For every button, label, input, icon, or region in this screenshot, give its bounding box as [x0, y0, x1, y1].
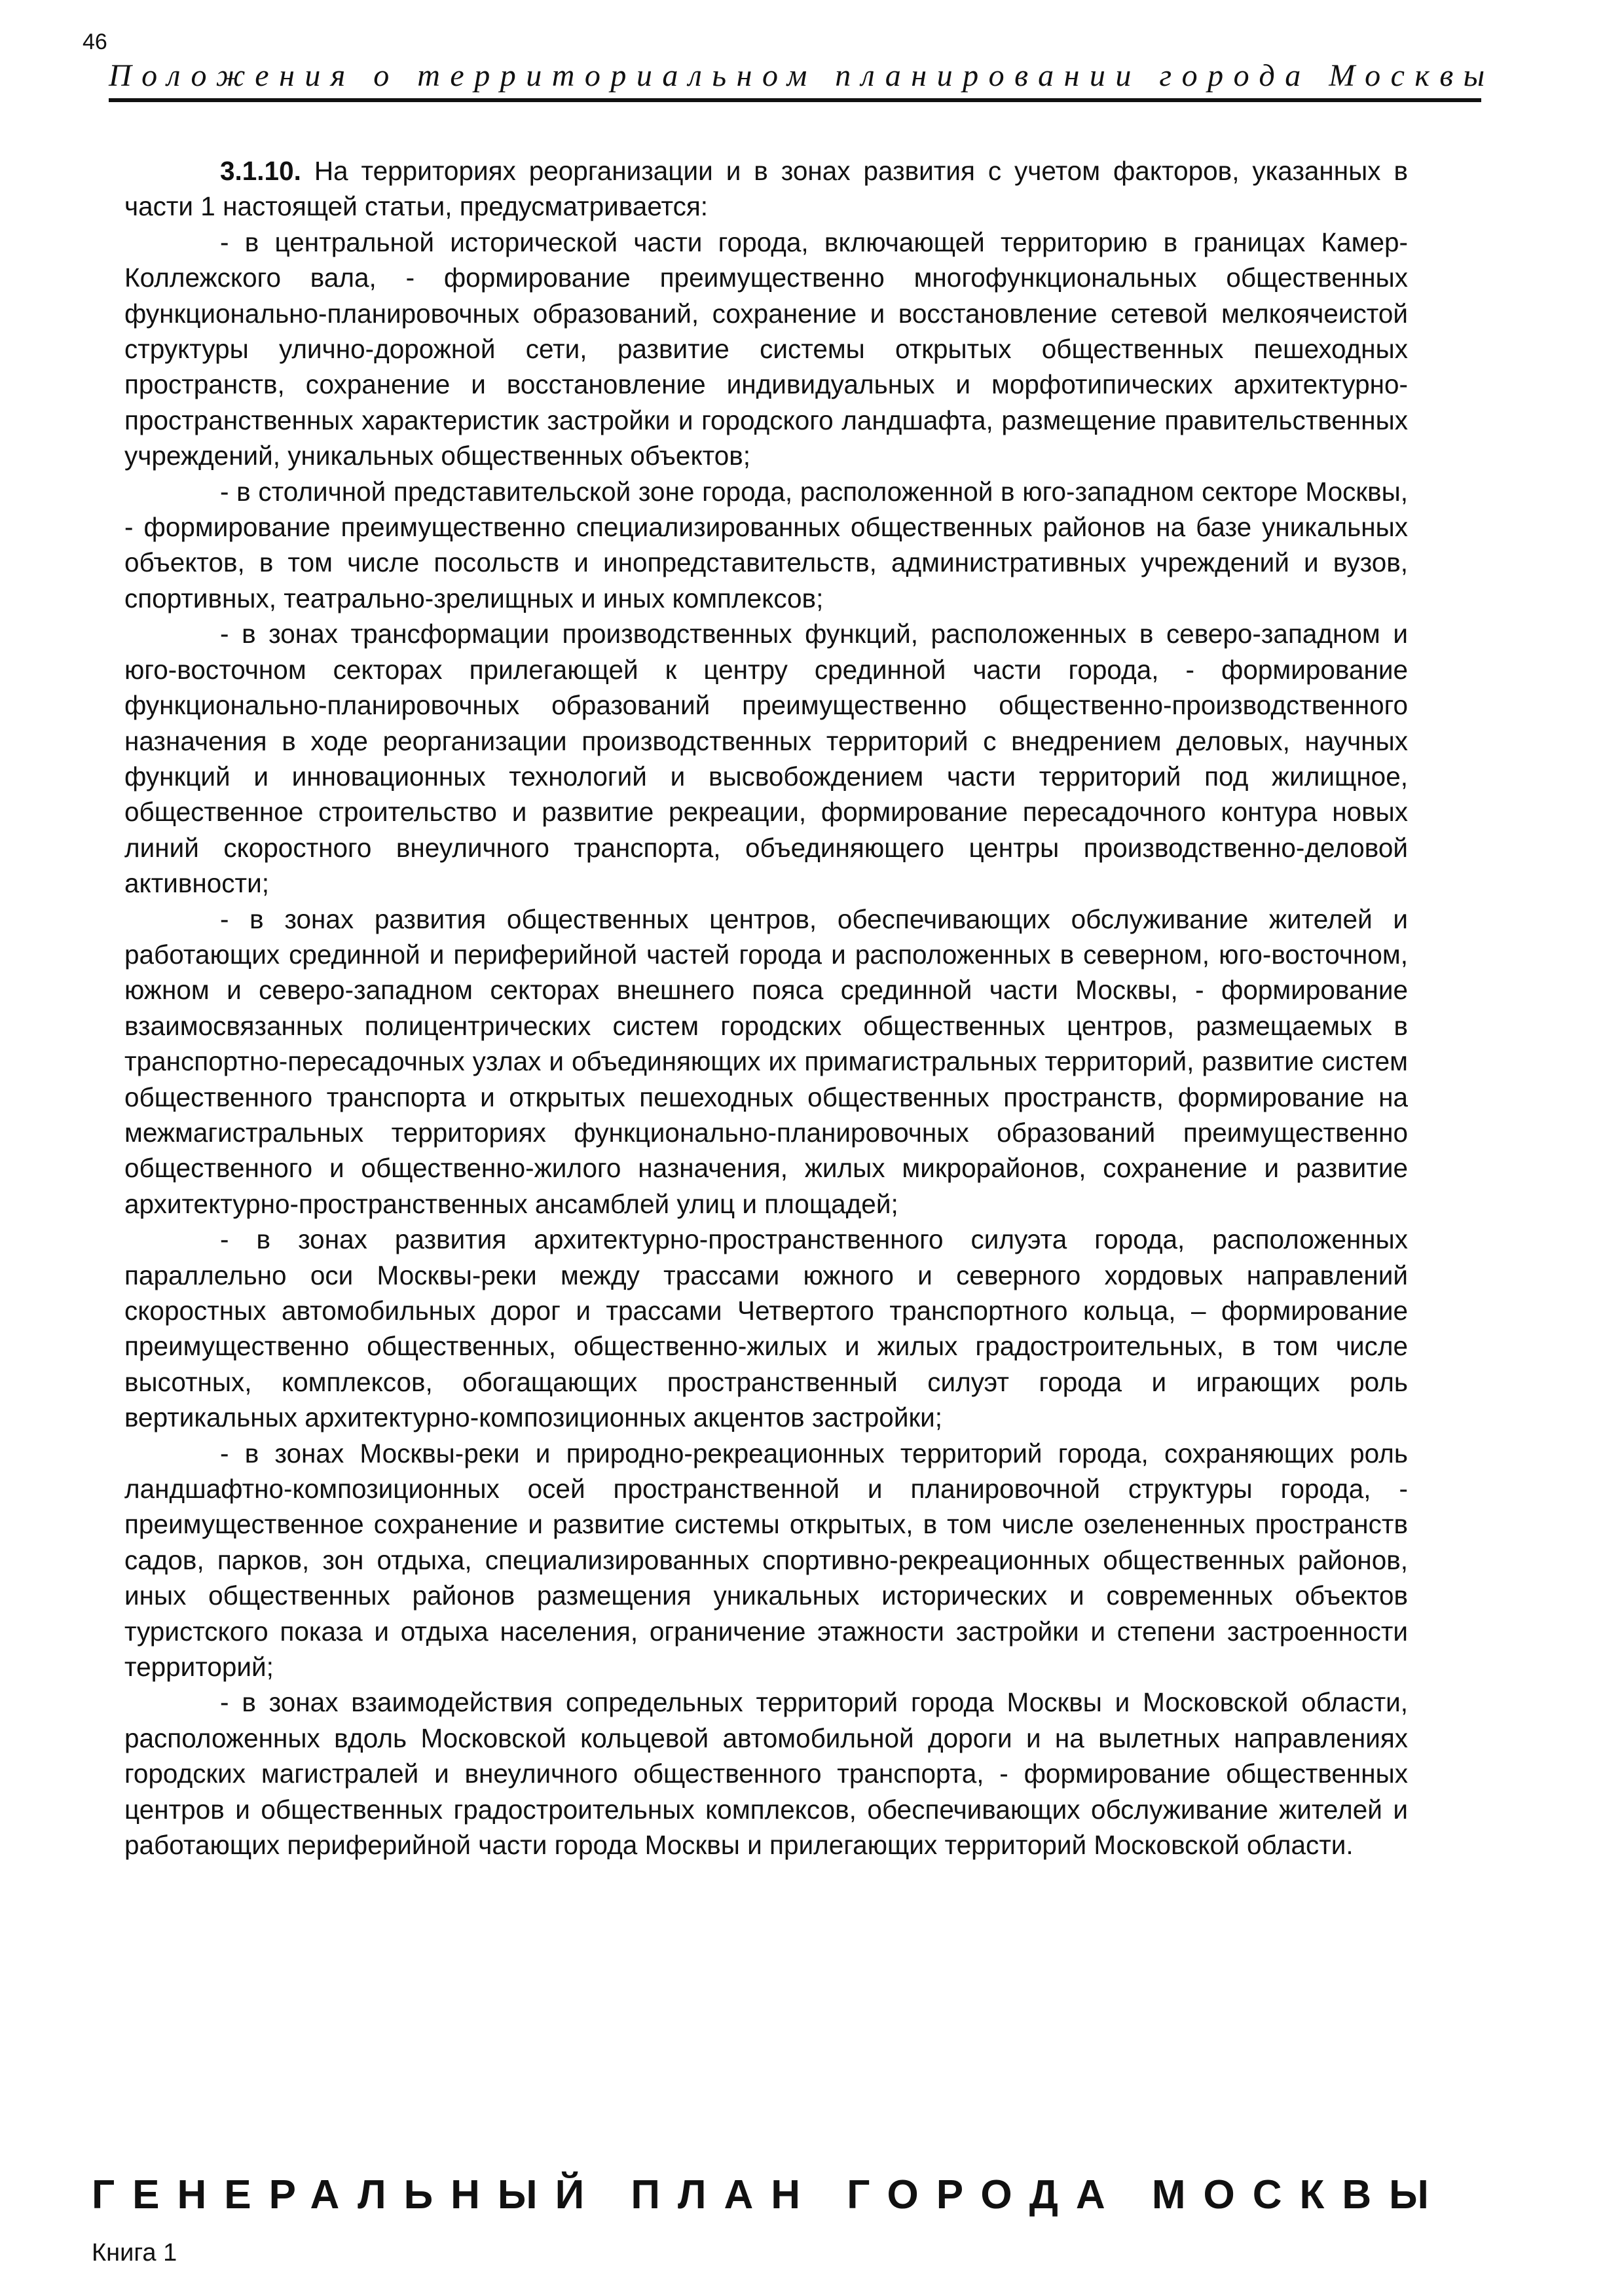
- list-item-architectural-silhouette: - в зонах развития архитектурно-пространственного силуэта города, расположенных параллельно оси Москвы-реки между трассами южного и северного хордовых направлений скоростных автомобильных дорог и трассами Четвертого транспортного кольца, – формирование преимущественно общественных, общественно-жилых и жилых градостроительных, в том числе высотных, комплексов, обогащающих пространственный силуэт города и играющих роль вертикальных архитектурно-композиционных акцентов застройки;: [124, 1224, 1408, 1433]
- list-item-river-recreation: - в зонах Москвы-реки и природно-рекреационных территорий города, сохраняющих роль ландшафтно-композиционных осей пространственной и планировочной структуры города, - преимущественное сохранение и развитие системы открытых, в том числе озелененных пространств садов, парков, зон отдыха, специализированных спортивно-рекреационных общественных районов, иных общественных районов размещения уникальных исторических и современных объектов туристского показа и отдыха населения, ограничение этажности застройки и степени застроенности территорий;: [124, 1438, 1408, 1683]
- running-header: Положения о территориальном планировании города Москвы: [109, 58, 1495, 93]
- header-divider: [109, 98, 1481, 102]
- section-intro-paragraph: [124, 153, 1408, 225]
- list-item-capital-representative: - в столичной представительской зоне города, расположенной в юго-западном секторе Москвы, - формирование преимущественно специализированных общественных районов на базе уникальных объектов, в том числе посольств и инопредставительств, административных учреждений и вузов, спортивных, театрально-зрелищных и иных комплексов;: [124, 476, 1408, 613]
- footer-book-label: Книга 1: [92, 2239, 177, 2267]
- footer-title: ГЕНЕРАЛЬНЫЙ ПЛАН ГОРОДА МОСКВЫ: [92, 2172, 1447, 2217]
- page-number: 46: [83, 29, 107, 54]
- section-intro-text: На территориях реорганизации и в зонах развития с учетом факторов, указанных в части 1 настоящей статьи, предусматривается:: [124, 156, 1408, 222]
- list-item-central-historic: - в центральной исторической части города, включающей территорию в границах Камер-Коллежского вала, - формирование преимущественно многофункциональных общественных функционально-планировочных образований, сохранение и восстановление сетевой мелкоячеистой структуры улично-дорожной сети, развитие системы открытых общественных пешеходных пространств, сохранение и восстановление индивидуальных и морфотипических архитектурно-пространственных характеристик застройки и городского ландшафта, размещение правительственных учреждений, уникальных общественных объектов;: [124, 227, 1408, 471]
- document-body: [124, 153, 1408, 1863]
- list-item-industrial-transformation: - в зонах трансформации производственных функций, расположенных в северо-западном и юго-восточном секторах прилегающей к центру срединной части города, - формирование функционально-планировочных образований преимущественно общественно-производственного назначения в ходе реорганизации производственных территорий с внедрением деловых, научных функций и инновационных технологий и высвобождением части территорий под жилищное, общественное строительство и развитие рекреации, формирование пересадочного контура новых линий скоростного внеуличного транспорта, объединяющего центры производственно-деловой активности;: [124, 619, 1408, 899]
- list-item-public-centers: - в зонах развития общественных центров, обеспечивающих обслуживание жителей и работающих срединной и периферийной частей города и расположенных в северном, юго-восточном, южном и северо-западном секторах внешнего пояса срединной части Москвы, - формирование взаимосвязанных полицентрических систем городских общественных центров, размещаемых в транспортно-пересадочных узлах и объединяющих их примагистральных территорий, развитие систем общественного транспорта и открытых пешеходных общественных пространств, формирование на межмагистральных территориях функционально-планировочных образований преимущественно общественного и общественно-жилого назначения, жилых микрорайонов, сохранение и развитие архитектурно-пространственных ансамблей улиц и площадей;: [124, 903, 1408, 1219]
- list-item-moscow-region-interaction: - в зонах взаимодействия сопредельных территорий города Москвы и Московской области, расположенных вдоль Московской кольцевой автомобильной дороги и на вылетных направлениях городских магистралей и внеуличного общественного транспорта, - формирование общественных центров и общественных градостроительных комплексов, обеспечивающих обслуживание жителей и работающих периферийной части города Москвы и прилегающих территорий Московской области.: [124, 1687, 1408, 1861]
- section-number: 3.1.10.: [220, 156, 301, 186]
